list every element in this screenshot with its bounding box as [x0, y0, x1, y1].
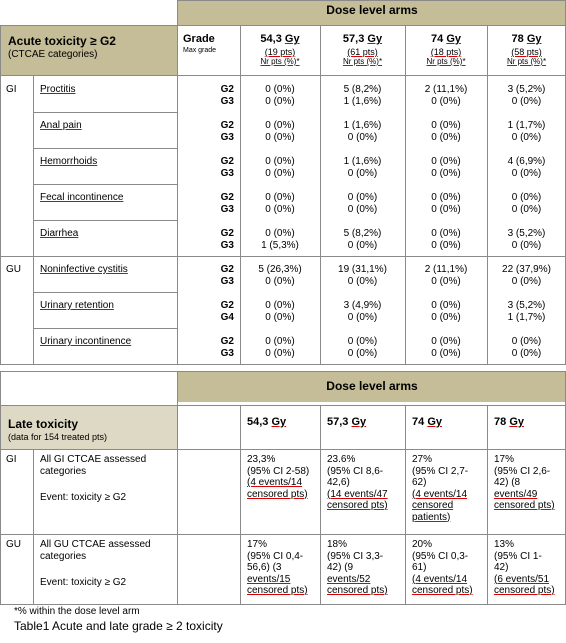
arm-nr-label: Nr pts (%)*	[506, 57, 547, 66]
value-cell: 0 (0%)	[265, 276, 295, 287]
grid-line	[33, 112, 177, 113]
grid-line	[240, 25, 241, 364]
value-cell: 3 (5,2%)	[507, 228, 546, 239]
late-value-line: 42)	[494, 562, 509, 573]
grade-g3: G3	[220, 132, 234, 143]
grid-line	[33, 292, 177, 293]
value-cell: 0 (0%)	[431, 132, 461, 143]
arm-patients: (58 pts)	[511, 47, 542, 57]
value-cell: 0 (0%)	[511, 240, 542, 251]
grid-line	[177, 0, 178, 364]
dose-unit: Gy	[351, 416, 367, 428]
arm-patients: (61 pts)	[347, 47, 378, 57]
late-title: Late toxicity	[8, 417, 79, 431]
dose-number: 54,3	[260, 33, 282, 45]
arm-nr-label: Nr pts (%)*	[342, 57, 383, 66]
value-cell: 19 (31,1%)	[338, 264, 387, 275]
grade-g3: G3	[220, 240, 234, 251]
late-value-line: events/52	[327, 573, 371, 585]
late-value-line: censored pts)	[247, 585, 308, 596]
late-value-line: events/15	[247, 573, 291, 585]
grid-line	[177, 0, 566, 1]
grid-line	[0, 371, 566, 372]
late-value-line: (95% CI 0,4-	[247, 550, 304, 562]
value-cell: 0 (0%)	[347, 312, 378, 323]
footnote: *% within the dose level arm	[14, 606, 140, 617]
late-value-line: 27%	[412, 454, 433, 465]
value-cell: 0 (0%)	[431, 204, 461, 215]
value-cell: 0 (0%)	[347, 336, 378, 347]
value-cell: 5 (8,2%)	[343, 84, 382, 95]
group-label: GU	[6, 264, 21, 275]
late-value-line: 18%	[327, 539, 348, 550]
value-cell: 22 (37,9%)	[502, 264, 551, 275]
value-cell: 0 (0%)	[511, 336, 542, 347]
value-cell: 0 (0%)	[265, 132, 295, 143]
late-value-line: censored pts)	[494, 500, 555, 511]
value-cell: 0 (0%)	[265, 156, 295, 167]
late-event: Event: toxicity ≥ G2	[40, 577, 127, 588]
late-dose-value	[412, 416, 442, 428]
grid-line	[487, 405, 488, 604]
category-name: Proctitis	[40, 84, 76, 95]
grid-line	[33, 328, 177, 329]
grade-g2: G2	[220, 336, 234, 347]
late-value-line: events/49	[494, 488, 538, 500]
late-dose-value	[327, 416, 366, 428]
grid-line	[0, 449, 566, 450]
arm-nr-label: Nr pts (%)*	[260, 57, 300, 66]
value-cell: 0 (0%)	[511, 132, 542, 143]
late-value-line: 42,6)	[327, 477, 350, 488]
value-cell: 0 (0%)	[265, 204, 295, 215]
arm-nr-label: Nr pts (%)*	[426, 57, 466, 66]
value-cell: 0 (0%)	[347, 348, 378, 359]
late-value-line: 61)	[412, 562, 427, 573]
grade-g2: G2	[220, 228, 234, 239]
grid-line	[405, 25, 406, 364]
grid-line	[33, 220, 177, 221]
late-value-line: (95% CI 2-58)	[247, 465, 310, 477]
grid-line	[33, 184, 177, 185]
value-cell: 0 (0%)	[347, 240, 378, 251]
grid-line	[0, 256, 566, 257]
value-cell: 0 (0%)	[511, 96, 542, 107]
dose-unit: Gy	[284, 33, 300, 45]
late-value-line: 13%	[494, 539, 515, 550]
dose-value	[320, 33, 405, 45]
late-value-line: (95% CI 8,6-	[327, 465, 384, 477]
value-cell: 1 (1,7%)	[507, 312, 546, 323]
late-dose-value	[247, 416, 286, 428]
grid-line	[0, 25, 566, 26]
value-cell: 1 (5,3%)	[261, 240, 299, 251]
late-value-line: censored pts)	[327, 500, 388, 511]
grid-line	[0, 364, 566, 365]
value-cell: 0 (0%)	[347, 132, 378, 143]
value-cell: 0 (0%)	[265, 336, 295, 347]
value-cell: 0 (0%)	[431, 120, 461, 131]
value-cell: 2 (11,1%)	[424, 264, 468, 275]
group-label: GI	[6, 84, 17, 95]
late-value-line: (6 events/51	[494, 573, 550, 585]
value-cell: 0 (0%)	[265, 300, 295, 311]
late-group-label: GI	[6, 454, 17, 465]
value-cell: 0 (0%)	[511, 192, 542, 203]
grid-line	[33, 148, 177, 149]
grade-g3: G3	[220, 348, 234, 359]
acute-title: Acute toxicity ≥ G2	[8, 34, 116, 48]
grade-g2: G2	[220, 192, 234, 203]
value-cell: 0 (0%)	[265, 168, 295, 179]
value-cell: 0 (0%)	[511, 276, 542, 287]
grade-g2: G2	[220, 264, 234, 275]
value-cell: 0 (0%)	[431, 192, 461, 203]
dose-number: 74	[412, 416, 425, 428]
grade-g2: G2	[220, 120, 234, 131]
late-value-line: 23,3%	[247, 454, 276, 465]
value-cell: 1 (1,6%)	[343, 120, 382, 131]
grid-line	[177, 371, 178, 604]
acute-subtitle: (CTCAE categories)	[8, 49, 98, 60]
grade-g2: G2	[220, 300, 234, 311]
late-value-line: (4 events/14	[412, 488, 468, 500]
grid-line	[0, 405, 566, 406]
late-category: All GI CTCAE assessed categories	[40, 454, 147, 477]
grade-g2: G2	[220, 156, 234, 167]
late-value-line: 62)	[412, 477, 427, 488]
late-value-line: censored	[412, 500, 454, 511]
grade-g3: G3	[220, 276, 234, 287]
value-cell: 0 (0%)	[265, 192, 295, 203]
value-cell: 1 (1,7%)	[507, 120, 546, 131]
late-value-line: censored pts)	[327, 585, 388, 596]
dose-unit: Gy	[509, 416, 524, 428]
value-cell: 0 (0%)	[347, 192, 378, 203]
late-event: Event: toxicity ≥ G2	[40, 492, 127, 503]
grid-line	[0, 25, 1, 364]
late-value-line: (95% CI 1-	[494, 550, 542, 562]
value-cell: 0 (0%)	[511, 204, 542, 215]
value-cell: 0 (0%)	[511, 348, 542, 359]
dose-value	[240, 33, 320, 45]
grid-line	[0, 534, 566, 535]
grade-sublabel: Max grade	[183, 47, 217, 54]
dose-unit: Gy	[446, 33, 461, 45]
category-name: Noninfective cystitis	[40, 264, 128, 275]
late-subtitle: (data for 154 treated pts)	[8, 432, 108, 442]
late-value-line: 42) (8	[494, 477, 521, 488]
dose-value	[405, 33, 487, 45]
arm-patients: (18 pts)	[430, 47, 462, 57]
grid-line	[320, 25, 321, 364]
dose-unit: Gy	[427, 416, 442, 428]
value-cell: 0 (0%)	[511, 168, 542, 179]
value-cell: 1 (1,6%)	[343, 96, 382, 107]
dose-number: 78	[494, 416, 507, 428]
value-cell: 0 (0%)	[431, 312, 461, 323]
value-cell: 0 (0%)	[347, 204, 378, 215]
dose-number: 78	[511, 33, 524, 45]
grid-line	[0, 371, 1, 604]
grid-line	[0, 604, 566, 605]
late-category: All GU CTCAE assessed categories	[40, 539, 151, 562]
dose-value	[487, 33, 566, 45]
late-value-line: censored pts)	[494, 585, 555, 596]
late-value-line: 20%	[412, 539, 433, 550]
category-name: Anal pain	[40, 120, 82, 131]
grid-line	[33, 449, 34, 604]
arm-patients: (19 pts)	[264, 47, 296, 57]
value-cell: 0 (0%)	[431, 348, 461, 359]
late-value-line: (14 events/47	[327, 488, 388, 500]
value-cell: 0 (0%)	[265, 228, 295, 239]
late-value-line: 56,6) (3	[247, 562, 282, 573]
category-name: Urinary retention	[40, 300, 114, 311]
value-cell: 2 (11,1%)	[424, 84, 468, 95]
late-value-line: 17%	[494, 454, 515, 465]
grid-line	[405, 405, 406, 604]
grade-g2: G2	[220, 84, 234, 95]
late-value-line: (95% CI 3,3-	[327, 550, 384, 562]
grid-line	[0, 75, 566, 76]
late-value-line: patients)	[412, 511, 451, 523]
dose-unit: Gy	[367, 33, 383, 45]
late-value-line: (95% CI 2,7-	[412, 465, 469, 477]
grade-g3: G3	[220, 204, 234, 215]
dose-number: 74	[431, 33, 444, 45]
dose-unit: Gy	[271, 416, 287, 428]
value-cell: 0 (0%)	[431, 156, 461, 167]
late-dose-value	[494, 416, 524, 428]
value-cell: 3 (4,9%)	[343, 300, 382, 311]
value-cell: 4 (6,9%)	[507, 156, 546, 167]
grid-line	[487, 25, 488, 364]
value-cell: 1 (1,6%)	[343, 156, 382, 167]
value-cell: 0 (0%)	[431, 276, 461, 287]
value-cell: 0 (0%)	[431, 168, 461, 179]
value-cell: 0 (0%)	[265, 84, 295, 95]
late-dose-header: Dose level arms	[326, 379, 418, 393]
table-caption: Table1 Acute and late grade ≥ 2 toxicity	[14, 619, 223, 633]
category-name: Urinary incontinence	[40, 336, 132, 347]
category-name: Diarrhea	[40, 228, 79, 239]
value-cell: 0 (0%)	[431, 240, 461, 251]
value-cell: 0 (0%)	[265, 96, 295, 107]
value-cell: 0 (0%)	[347, 168, 378, 179]
dose-level-header: Dose level arms	[326, 3, 418, 17]
grade-g3: G3	[220, 168, 234, 179]
grid-line	[320, 405, 321, 604]
late-value-line: 17%	[247, 539, 268, 550]
late-value-line: censored pts)	[412, 585, 473, 596]
value-cell: 0 (0%)	[431, 96, 461, 107]
value-cell: 0 (0%)	[431, 300, 461, 311]
late-value-line: (95% CI 2,6-	[494, 465, 551, 477]
late-value-line: (4 events/14	[412, 573, 468, 585]
value-cell: 0 (0%)	[431, 336, 461, 347]
dose-number: 54,3	[247, 416, 269, 428]
value-cell: 0 (0%)	[265, 348, 295, 359]
dose-number: 57,3	[342, 33, 365, 45]
late-group-label: GU	[6, 539, 21, 550]
value-cell: 0 (0%)	[431, 228, 461, 239]
late-value-line: 42) (9	[327, 562, 354, 573]
grid-line	[240, 405, 241, 604]
value-cell: 5 (26,3%)	[258, 264, 302, 275]
dose-unit: Gy	[526, 33, 542, 45]
late-value-line: 23.6%	[327, 454, 356, 465]
value-cell: 3 (5,2%)	[507, 300, 546, 311]
grade-label: Grade	[183, 33, 215, 45]
late-value-line: censored pts)	[247, 488, 308, 500]
dose-number: 57,3	[327, 416, 349, 428]
category-name: Fecal incontinence	[40, 192, 124, 203]
value-cell: 3 (5,2%)	[507, 84, 546, 95]
value-cell: 0 (0%)	[265, 312, 295, 323]
grade-g3: G4	[220, 312, 234, 323]
value-cell: 0 (0%)	[265, 120, 295, 131]
value-cell: 5 (8,2%)	[343, 228, 382, 239]
value-cell: 0 (0%)	[347, 276, 378, 287]
late-value-line: (4 events/14	[247, 477, 303, 488]
category-name: Hemorrhoids	[40, 156, 98, 167]
grade-g3: G3	[220, 96, 234, 107]
grid-line	[33, 75, 34, 364]
late-value-line: (95% CI 0,3-	[412, 550, 469, 562]
